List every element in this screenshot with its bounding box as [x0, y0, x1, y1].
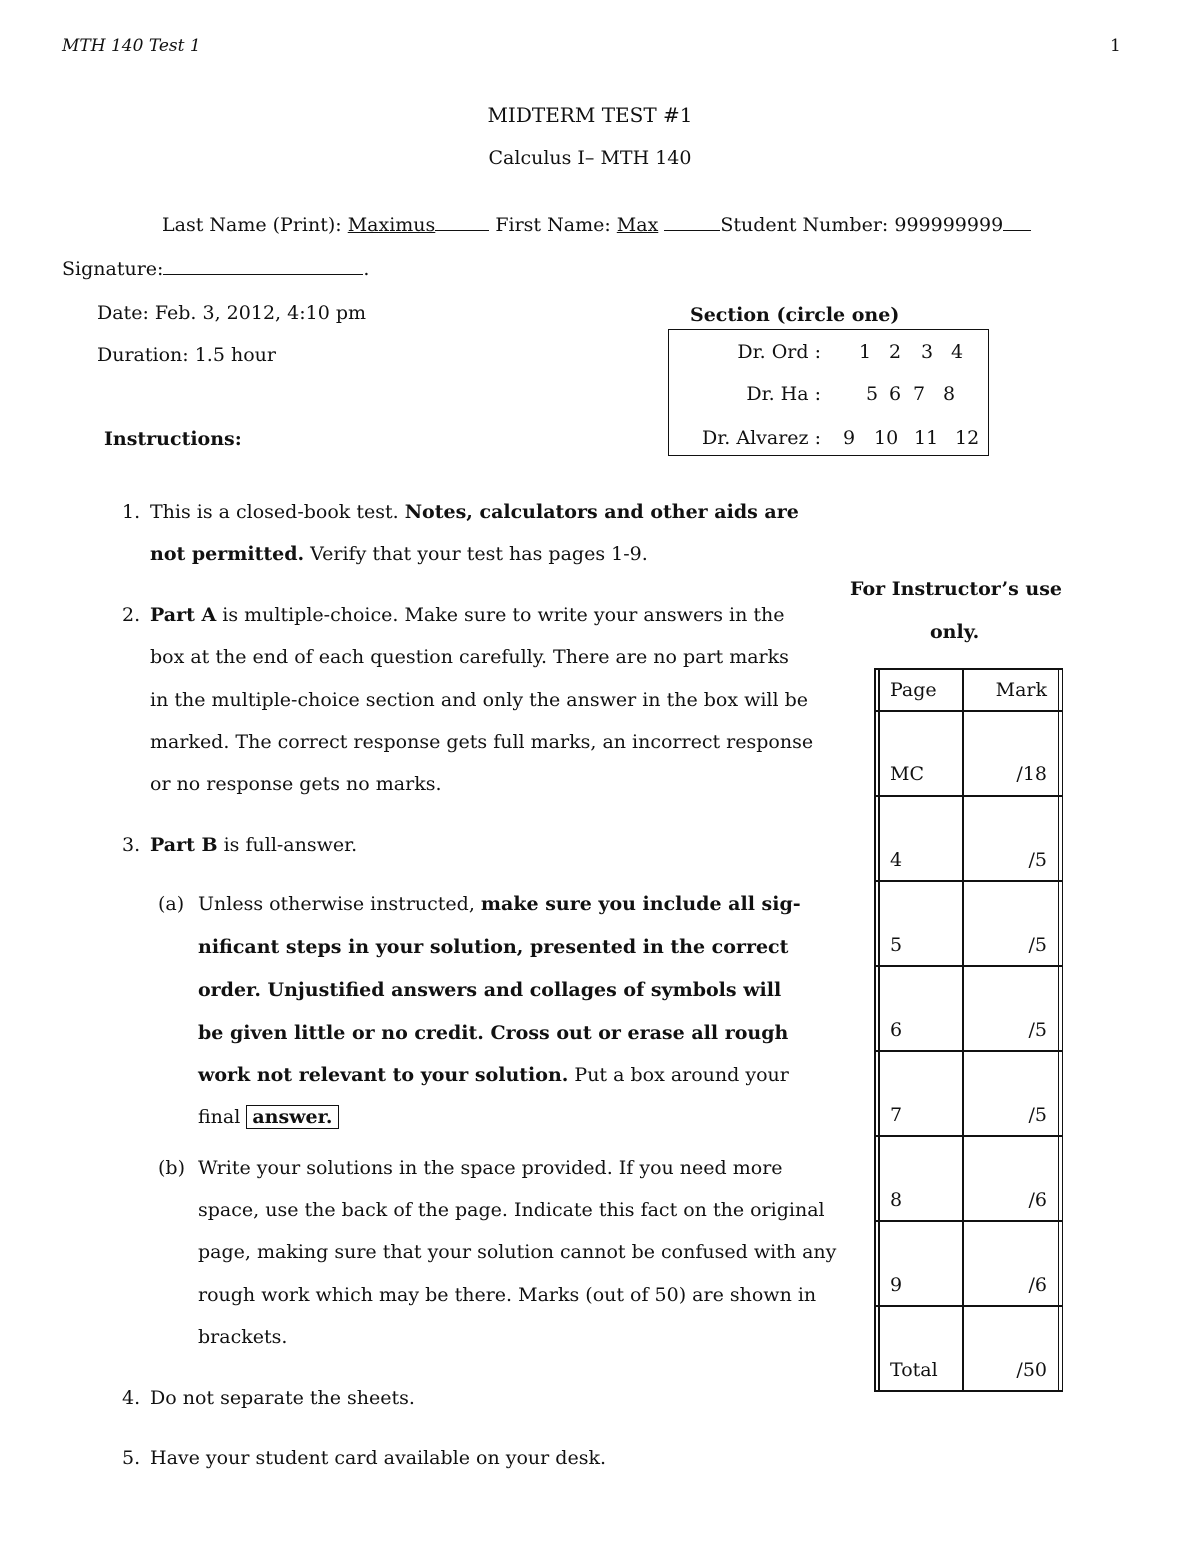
instructor-use-title-cont: only.: [930, 621, 980, 643]
instruction-emphasis: make sure you include all sig-: [480, 893, 801, 915]
section-title: Section (circle one): [690, 304, 900, 326]
table-rule: [874, 668, 876, 1392]
table-cell-page: 5: [890, 934, 903, 956]
table-rule: [1062, 668, 1064, 1392]
last-name-field[interactable]: Maximus: [347, 214, 436, 236]
section-option[interactable]: 11: [914, 427, 939, 449]
section-option[interactable]: 10: [874, 427, 899, 449]
student-number-field[interactable]: 999999999: [894, 214, 1004, 236]
page-number: 1: [1110, 36, 1121, 56]
table-rule: [878, 668, 880, 1392]
instruction-text: is multiple-choice. Make sure to write your answers in the: [216, 604, 785, 626]
instruction-text: Unless otherwise instructed,: [198, 893, 481, 915]
table-header-page: Page: [890, 679, 937, 701]
exam-date: Date: Feb. 3, 2012, 4:10 pm: [97, 302, 366, 324]
instruction-3b-line-2: space, use the back of the page. Indicate this fact on the original: [198, 1199, 825, 1221]
list-number: 3.: [122, 834, 141, 856]
marks-table: [874, 668, 1063, 1392]
instruction-3a-line-4: be given little or no credit. Cross out or erase all rough: [198, 1022, 789, 1044]
instruction-4: Do not separate the sheets.: [150, 1387, 415, 1409]
table-cell-mark: /5: [1028, 1104, 1047, 1126]
table-rule: [874, 1305, 1063, 1307]
instruction-2-line-5: or no response gets no marks.: [150, 773, 442, 795]
instruction-2-line-3: in the multiple-choice section and only the answer in the box will be: [150, 689, 809, 711]
section-option[interactable]: 9: [843, 427, 856, 449]
instructor-ord: Dr. Ord :: [737, 341, 821, 363]
page-title: MIDTERM TEST #1: [487, 103, 693, 127]
list-number: 2.: [122, 604, 141, 626]
instruction-text: Verify that your test has pages 1-9.: [304, 543, 648, 565]
instruction-emphasis: Notes, calculators and other aids are: [404, 501, 799, 523]
instruction-3a-line-5: [198, 1064, 789, 1086]
instruction-emphasis: work not relevant to your solution.: [198, 1064, 569, 1086]
section-option[interactable]: 5: [866, 383, 879, 405]
list-number: 4.: [122, 1387, 141, 1409]
section-option[interactable]: 12: [955, 427, 980, 449]
instruction-3b-line-4: rough work which may be there. Marks (out of 50) are shown in: [198, 1284, 817, 1306]
table-cell-page: Total: [890, 1359, 938, 1381]
table-rule: [874, 1135, 1063, 1137]
instruction-3a-line-3: order. Unjustified answers and collages of symbols will: [198, 979, 782, 1001]
signature-label: Signature:: [62, 258, 164, 280]
table-rule: [874, 668, 1063, 670]
table-cell-mark: /5: [1028, 934, 1047, 956]
running-header: MTH 140 Test 1: [62, 36, 201, 56]
list-number: 5.: [122, 1447, 141, 1469]
signature-period: .: [363, 258, 370, 280]
student-number-label: Student Number:: [720, 214, 889, 236]
signature-field[interactable]: [163, 272, 363, 275]
last-name-label: Last Name (Print):: [162, 214, 342, 236]
instruction-2-line-1: [150, 604, 785, 626]
section-option[interactable]: 1: [859, 341, 872, 363]
section-selector: [668, 329, 989, 456]
first-name-label: First Name:: [495, 214, 611, 236]
instruction-1-line-1: [150, 501, 799, 523]
section-option[interactable]: 2: [889, 341, 902, 363]
table-rule: [874, 795, 1063, 797]
section-option[interactable]: 3: [921, 341, 934, 363]
exam-duration: Duration: 1.5 hour: [97, 344, 276, 366]
instructor-use-title: For Instructor’s use: [850, 578, 1062, 600]
table-header-mark: Mark: [995, 679, 1047, 701]
section-row-alvarez: [669, 427, 988, 455]
instruction-text: This is a closed-book test.: [150, 501, 405, 523]
table-rule: [874, 1220, 1063, 1222]
instruction-3b-line-5: brackets.: [198, 1326, 288, 1348]
table-cell-mark: /5: [1028, 849, 1047, 871]
instructor-ha: Dr. Ha :: [746, 383, 821, 405]
section-option[interactable]: 8: [943, 383, 956, 405]
section-row-ha: [669, 383, 988, 411]
table-rule: [874, 1050, 1063, 1052]
instruction-2-line-2: box at the end of each question carefully. There are no part marks: [150, 646, 789, 668]
table-cell-page: 8: [890, 1189, 903, 1211]
table-cell-page: 4: [890, 849, 903, 871]
instruction-emphasis: not permitted.: [150, 543, 305, 565]
table-cell-mark: /5: [1028, 1019, 1047, 1041]
page-subtitle: Calculus I– MTH 140: [488, 147, 692, 169]
instruction-3b-line-1: Write your solutions in the space provided. If you need more: [198, 1157, 783, 1179]
instruction-5: Have your student card available on your desk.: [150, 1447, 606, 1469]
instruction-3a-line-1: [198, 893, 801, 915]
table-rule: [874, 965, 1063, 967]
last-name-blank: [435, 228, 489, 231]
instruction-text: is full-answer.: [217, 834, 358, 856]
instruction-emphasis: Part B: [150, 834, 218, 856]
instruction-3a-line-6: [198, 1106, 339, 1128]
boxed-answer-example: answer.: [246, 1105, 338, 1129]
table-cell-page: 9: [890, 1274, 903, 1296]
sublist-label: (a): [158, 893, 185, 915]
first-name-field[interactable]: Max: [616, 214, 659, 236]
table-rule: [1058, 668, 1060, 1392]
section-option[interactable]: 4: [951, 341, 964, 363]
table-cell-mark: /6: [1028, 1189, 1047, 1211]
table-cell-page: 7: [890, 1104, 903, 1126]
instruction-emphasis: Part A: [150, 604, 217, 626]
list-number: 1.: [122, 501, 141, 523]
section-row-ord: [669, 341, 988, 369]
section-option[interactable]: 7: [913, 383, 926, 405]
first-name-blank: [664, 228, 720, 231]
table-cell-page: 6: [890, 1019, 903, 1041]
instruction-3-line-1: [150, 834, 357, 856]
instruction-3b-line-3: page, making sure that your solution cannot be confused with any: [198, 1241, 837, 1263]
table-rule: [874, 880, 1063, 882]
instruction-text: final: [198, 1106, 247, 1128]
table-rule: [874, 710, 1063, 712]
instructor-alvarez: Dr. Alvarez :: [702, 427, 821, 449]
table-cell-mark: /50: [1016, 1359, 1047, 1381]
table-cell-mark: /18: [1016, 763, 1047, 785]
table-cell-page: MC: [890, 763, 924, 785]
table-cell-mark: /6: [1028, 1274, 1047, 1296]
student-info-line: [162, 214, 1031, 236]
table-rule: [962, 668, 964, 1392]
instruction-3a-line-2: nificant steps in your solution, presented in the correct: [198, 936, 789, 958]
student-number-blank: [1003, 228, 1031, 231]
instruction-2-line-4: marked. The correct response gets full marks, an incorrect response: [150, 731, 814, 753]
instruction-1-line-2: [150, 543, 648, 565]
instruction-text: Put a box around your: [568, 1064, 789, 1086]
table-rule: [874, 1390, 1063, 1392]
instructions-heading: Instructions:: [104, 428, 242, 450]
sublist-label: (b): [158, 1157, 185, 1179]
section-option[interactable]: 6: [889, 383, 902, 405]
signature-line: [62, 258, 369, 280]
